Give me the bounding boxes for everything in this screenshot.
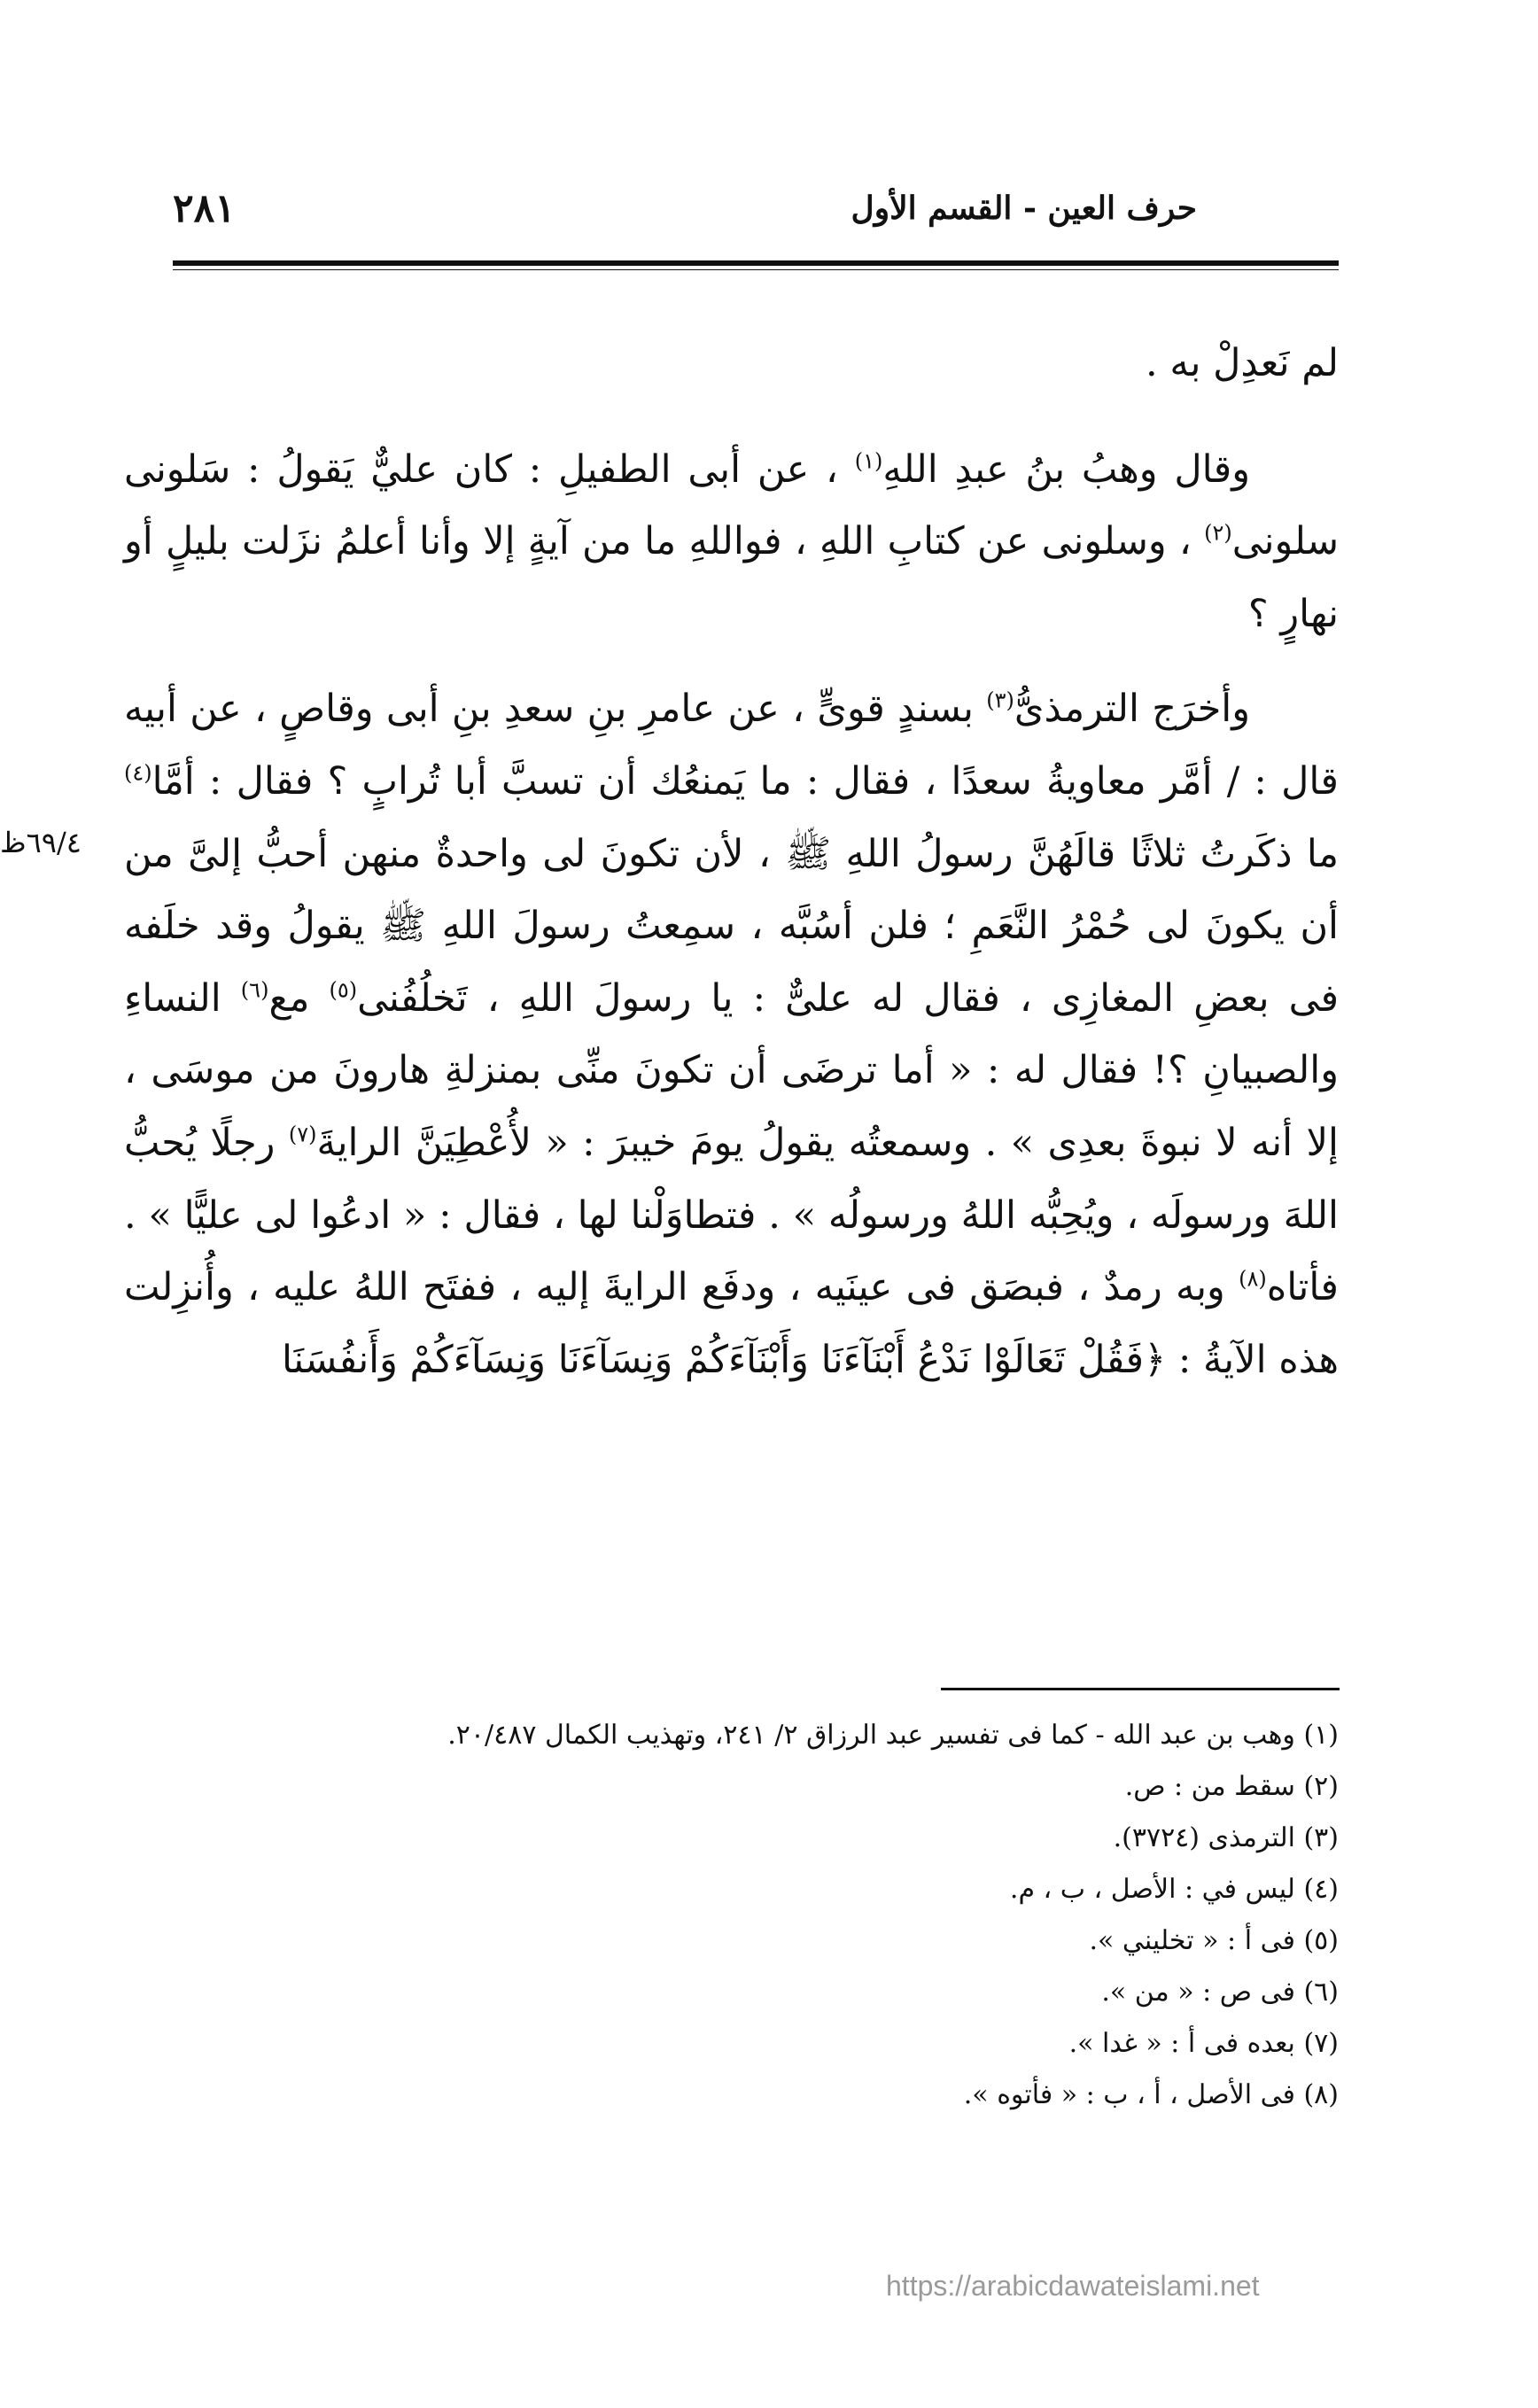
footnote-ref: (٥) (329, 977, 358, 1003)
paragraph-2 (124, 434, 1339, 651)
paragraph-3 (124, 673, 1339, 1396)
footnotes-list (199, 1710, 1339, 2121)
running-title: حرف العين - القسم الأول (851, 190, 1197, 227)
footnote-item: (١) وهب بن عبد الله - كما فى تفسير عبد الرزاق ٢/ ٢٤١، وتهذيب الكمال ٢٠/٤٨٧. (447, 1720, 1339, 1751)
footnote-ref: (٣) (986, 688, 1014, 714)
paragraph-text: وأخرَج الترمذىُّ (1014, 687, 1250, 732)
footnote-ref: (٨) (1239, 1266, 1267, 1292)
page-number: ٢٨١ (173, 185, 236, 231)
paragraph-text: مع (268, 975, 330, 1021)
paragraph-text: لم نَعدِلْ به . (1146, 341, 1339, 385)
paragraph-1 (124, 328, 1339, 400)
footnote-item: (٥) فى أ : « تخليني ». (1089, 1925, 1339, 1956)
footnote-item: (٧) بعده فى أ : « غدا ». (1068, 2028, 1339, 2059)
footnote-item: (٤) ليس في : الأصل ، ب ، م. (1009, 1874, 1339, 1905)
footnote-ref: (٢) (1204, 520, 1232, 546)
margin-note: ٦٩/٤ظ (0, 826, 82, 859)
paragraph-text: بسندٍ قوىٍّ ، عن عامرِ بنِ سعدِ بنِ أبى وقاصٍ ، عن أبيه قال : / أمَّر معاويةُ سعدًا ، فقال : ما يَمنعُك أن تسبَّ أبا تُرابٍ ؟ فقال : أمَّا (124, 687, 1339, 804)
footnote-ref: (٦) (240, 977, 269, 1003)
footnote-item: (٢) سقط من : ص. (1124, 1771, 1339, 1802)
main-text (124, 328, 1339, 1419)
paragraph-text: ، وسلونى عن كتابِ اللهِ ، فواللهِ ما من آيةٍ إلا وأنا أعلمُ نزَلت بليلٍ أو نهارٍ ؟ (124, 519, 1339, 636)
paragraph-text: النساءِ والصبيانِ ؟! فقال له : « أما ترضَى أن تكونَ منِّى بمنزلةِ هارونَ من موسَى ، إلا أنه لا نبوةَ بعدِى » . وسمعتُه يقولُ يومَ خيبرَ : « لأُعْطِيَنَّ الرايةَ (124, 975, 1339, 1165)
footnote-ref: (٤) (124, 760, 152, 786)
footnote-item: (٣) الترمذى (٣٧٢٤). (1113, 1822, 1339, 1853)
footnote-ref: (٧) (288, 1122, 317, 1147)
paragraph-text: وقال وهبُ بنُ عبدِ اللهِ (882, 447, 1250, 492)
footnotes-rule (941, 1688, 1340, 1690)
paragraph-text: ، عن أبى الطفيلِ : كان عليٌّ يَقولُ : سَلونى سلونى (124, 447, 1339, 564)
paragraph-text: رجلًا يُحبُّ اللهَ ورسولَه ، ويُحِبُّه اللهُ ورسولُه » . فتطاوَلْنا لها ، فقال : « ادعُوا لى عليًّا » . فأتاه (124, 1120, 1340, 1310)
paragraph-text: وبه رمدٌ ، فبصَق فى عينَيه ، ودفَع الرايةَ إليه ، ففتَح اللهُ عليه ، وأُنزِلت هذه الآيةُ : ﴿فَقُلْ تَعَالَوْا نَدْعُ أَبْنَآءَنَا وَأَبْنَآءَكُمْ وَنِسَآءَنَا وَنِسَآءَكُمْ وَأَنفُسَنَا (124, 1265, 1339, 1382)
footnote-item: (٦) فى ص : « من ». (1101, 1977, 1339, 2008)
paragraph-text: ما ذكَرتُ ثلاثًا قالَهُنَّ رسولُ اللهِ ﷺ ، لأن تكونَ لى واحدةٌ منهن أحبُّ إلىَّ من أن يكونَ لى حُمْرُ النَّعَمِ ؛ فلن أسُبَّه ، سمِعتُ رسولَ اللهِ ﷺ يقولُ وقد خلَفه فى بعضِ المغازِى ، فقال له علىٌّ : يا رسولَ اللهِ ، تَخلُفُنى (124, 831, 1340, 1021)
footnote-ref: (١) (854, 448, 883, 474)
footnote-item: (٨) فى الأصل ، أ ، ب : « فأتوه ». (963, 2079, 1339, 2110)
watermark-url: https://arabicdawateislami.net (886, 2270, 1260, 2302)
header-rule (173, 260, 1339, 266)
page-header (173, 177, 1339, 239)
